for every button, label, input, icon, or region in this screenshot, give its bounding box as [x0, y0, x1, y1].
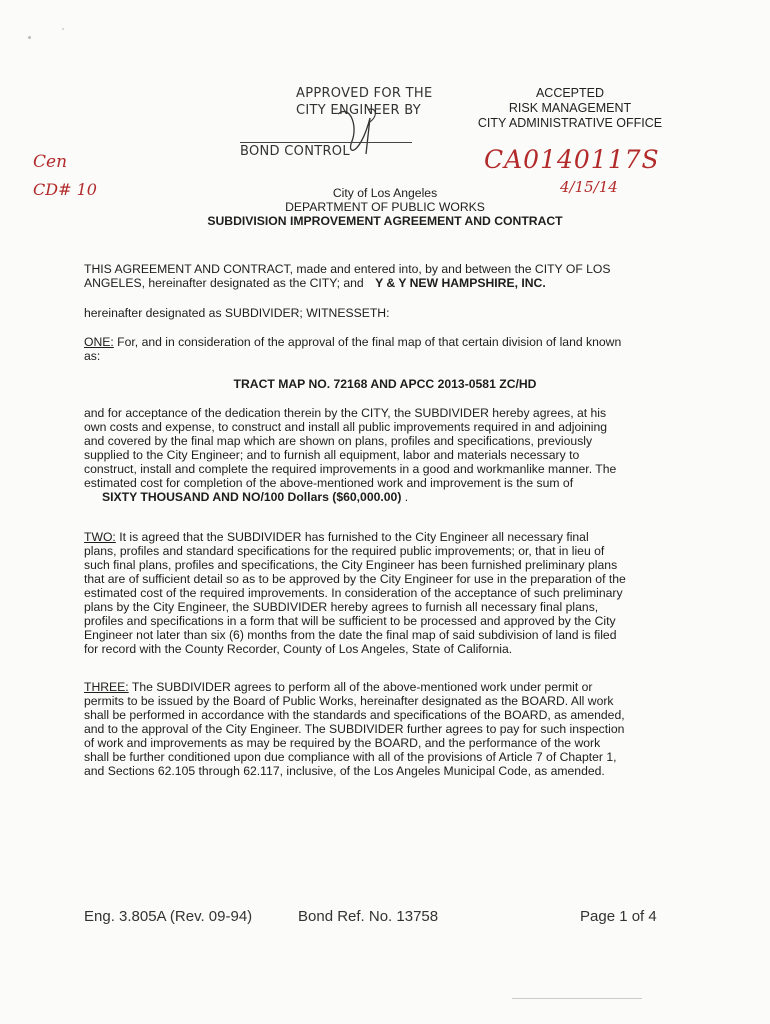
scan-speck — [62, 28, 64, 30]
section-one-text: For, and in consideration of the approval of the final map of that certain division of land known — [113, 335, 622, 349]
estimated-amount-line — [84, 490, 616, 504]
accepted-line1: ACCEPTED — [535, 86, 605, 100]
section-one-label: ONE: — [84, 335, 114, 349]
document-title: SUBDIVISION IMPROVEMENT AGREEMENT AND CONTRACT — [207, 214, 563, 228]
bond-reference: Bond Ref. No. 13758 — [298, 908, 439, 925]
intro-line3: hereinafter designated as SUBDIVIDER; WITNESSETH: — [84, 306, 390, 320]
section-three-line: permits to be issued by the Board of Public Works, hereinafter designated as the BOARD. All work — [84, 694, 614, 708]
section-one-line: own costs and expense, to construct and install all public improvements required in and adjoining — [84, 420, 608, 434]
section-three — [84, 680, 625, 778]
section-two-first-line — [84, 530, 626, 544]
section-two-line: estimated cost of the required improvements. In consideration of the acceptance of such preliminary — [84, 586, 623, 600]
section-one-line: supplied to the City Engineer; and to furnish all equipment, labor and materials necessary to — [84, 448, 580, 462]
form-number: Eng. 3.805A (Rev. 09-94) — [84, 908, 253, 925]
section-two-line: that are of sufficient detail so as to be approved by the City Engineer for use in the preparation of the — [84, 572, 626, 586]
scan-speck — [28, 36, 31, 39]
section-two-line: such final plans, profiles and specifications, the City Engineer has been furnished preliminary plans — [84, 558, 618, 572]
section-two-line: plans by the City Engineer, the SUBDIVIDER hereby agrees to furnish all necessary final plans, — [84, 600, 599, 614]
handwritten-note-cd: CD# 10 — [33, 180, 97, 199]
section-one-line: and for acceptance of the dedication therein by the CITY, the SUBDIVIDER hereby agrees, at his — [84, 406, 607, 420]
section-three-line: of work and improvements as may be required by the BOARD, and the performance of the work — [84, 736, 601, 750]
section-three-first-text: The SUBDIVIDER agrees to perform all of the above-mentioned work under permit or — [128, 680, 593, 694]
estimated-amount: SIXTY THOUSAND AND NO/100 Dollars ($60,000.00) — [102, 490, 402, 504]
intro-line1: THIS AGREEMENT AND CONTRACT, made and entered into, by and between the CITY OF LOS — [84, 262, 611, 276]
section-one-intro — [84, 335, 621, 349]
section-one-line: and covered by the final map which are shown on plans, profiles and specifications, previously — [84, 434, 593, 448]
section-three-line: shall be performed in accordance with the standards and specifications of the BOARD, as amended, — [84, 708, 625, 722]
section-three-line: and Sections 62.105 through 62.117, inclusive, of the Los Angeles Municipal Code, as amended. — [84, 764, 605, 778]
accepted-line2: RISK MANAGEMENT — [508, 101, 632, 115]
section-three-first-line — [84, 680, 625, 694]
section-one-line: construct, install and complete the required improvements in a good and workmanlike manner. The — [84, 462, 617, 476]
subdivider-name: Y & Y NEW HAMPSHIRE, INC. — [375, 276, 546, 290]
accepted-line3: CITY ADMINISTRATIVE OFFICE — [477, 116, 663, 130]
section-one-line: estimated cost for completion of the above-mentioned work and improvement is the sum of — [84, 476, 574, 490]
section-two-first-text: It is agreed that the SUBDIVIDER has furnished to the City Engineer all necessary final — [115, 530, 589, 544]
intro-line2-text: ANGELES, hereinafter designated as the CITY; and — [84, 276, 364, 290]
section-two — [84, 530, 626, 656]
section-two-line: for record with the County Recorder, County of Los Angeles, State of California. — [84, 642, 513, 656]
section-two-label: TWO: — [84, 530, 116, 544]
section-two-line: plans, profiles and standard specifications for the required public improvements; or, that in lieu of — [84, 544, 605, 558]
section-one-as: as: — [84, 349, 101, 363]
bottom-scan-mark — [512, 998, 642, 999]
tract-map-number: TRACT MAP NO. 72168 AND APCC 2013-0581 ZC/HD — [233, 377, 537, 391]
section-two-line: Engineer not later than six (6) months from the date the final map of said subdivision of land is filed — [84, 628, 617, 642]
page-number: Page 1 of 4 — [580, 908, 657, 925]
handwritten-date: 4/15/14 — [560, 178, 618, 196]
section-three-line: shall be further conditioned upon due compliance with all of the provisions of Article 7 of Chapter 1, — [84, 750, 617, 764]
intro-line2 — [84, 276, 546, 290]
handwritten-note-cen: Cen — [33, 152, 68, 172]
city-name: City of Los Angeles — [332, 186, 438, 200]
section-two-line: profiles and specifications in a form that will be sufficient to be processed and approved by the City — [84, 614, 616, 628]
accepted-stamp — [472, 86, 668, 131]
approved-stamp-line1: APPROVED FOR THE — [296, 86, 433, 101]
amount-period: . — [401, 490, 409, 504]
approved-stamp-line2: CITY ENGINEER BY — [296, 103, 422, 118]
department-name: DEPARTMENT OF PUBLIC WORKS — [285, 200, 485, 214]
section-three-line: and to the approval of the City Engineer. The SUBDIVIDER further agrees to pay for such inspection — [84, 722, 625, 736]
section-one-body — [84, 406, 616, 504]
signature-line — [240, 142, 412, 143]
section-three-label: THREE: — [84, 680, 129, 694]
bond-control-label: BOND CONTROL — [240, 144, 350, 159]
handwritten-ref-number: CA0140117S — [484, 145, 660, 174]
